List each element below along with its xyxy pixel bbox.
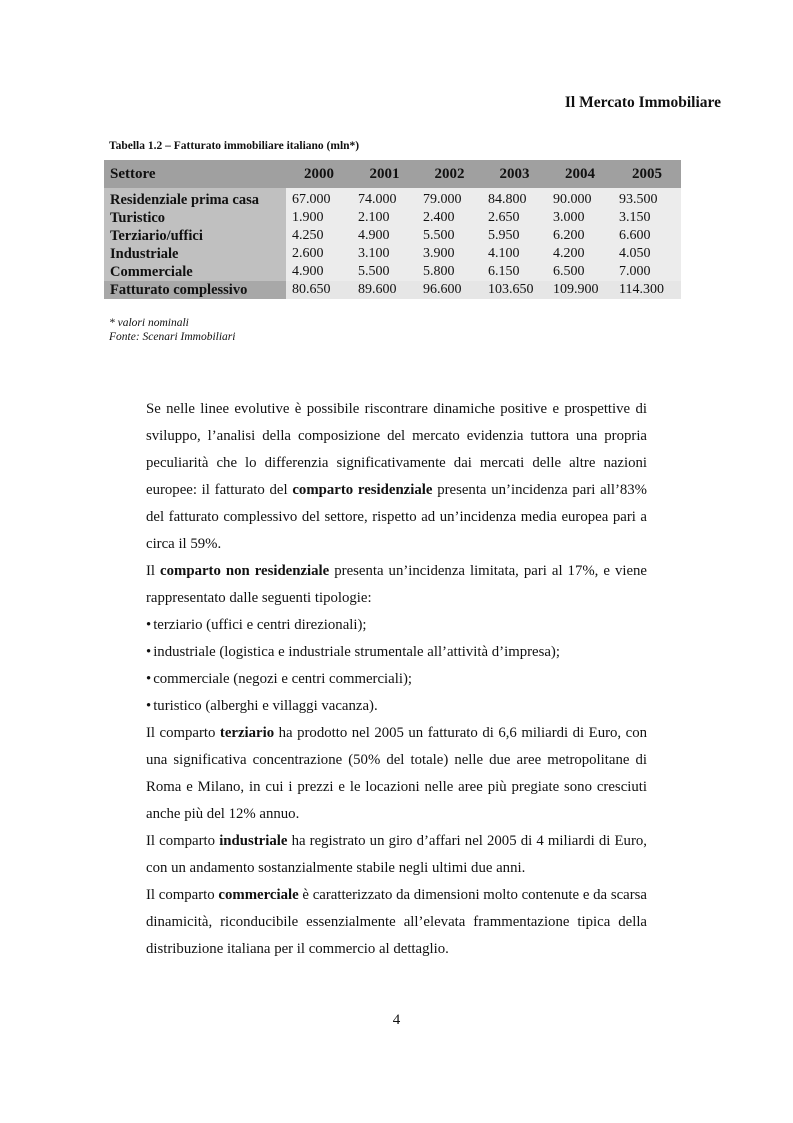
table-row bbox=[104, 263, 681, 281]
text-run: Il comparto bbox=[146, 887, 219, 903]
table-cell: 5.500 bbox=[417, 227, 482, 245]
table-cell: 2.400 bbox=[417, 209, 482, 227]
table-cell: 3.150 bbox=[613, 209, 681, 227]
table-source: Fonte: Scenari Immobiliari bbox=[109, 331, 236, 343]
text-run: Se nelle linee evolutive è possibile riscontrare dinamiche positive e prospettive di sviluppo, l’analisi della composizione del mercato evidenzia tuttora una propria peculiarità che lo differenzia significativamente dai mercati delle altre nazioni europee: il fatturato del bbox=[146, 401, 647, 498]
paragraph bbox=[146, 882, 647, 963]
table-cell: 3.000 bbox=[547, 209, 613, 227]
table-cell: 2.100 bbox=[352, 209, 417, 227]
table-cell: 79.000 bbox=[417, 188, 482, 209]
body-text bbox=[146, 396, 647, 963]
paragraph bbox=[146, 558, 647, 612]
table-cell: 74.000 bbox=[352, 188, 417, 209]
table-cell: 114.300 bbox=[613, 281, 681, 299]
table-cell: 5.500 bbox=[352, 263, 417, 281]
text-run: presenta un’incidenza limitata, pari al 17%, e viene rappresentato dalle seguenti tipologie: bbox=[146, 563, 647, 606]
column-header-2002: 2002 bbox=[417, 160, 482, 188]
text-run: è caratterizzato da dimensioni molto contenute e da scarsa dinamicità, riconducibile essenzialmente all’elevata frammentazione tipica della distribuzione italiana per il commercio al dettaglio. bbox=[146, 887, 647, 957]
column-header-2005: 2005 bbox=[613, 160, 681, 188]
table-cell: 5.800 bbox=[417, 263, 482, 281]
table-cell: 4.900 bbox=[286, 263, 352, 281]
table-cell: 109.900 bbox=[547, 281, 613, 299]
table-cell: 6.500 bbox=[547, 263, 613, 281]
table-notes bbox=[109, 316, 235, 344]
column-header-2001: 2001 bbox=[352, 160, 417, 188]
table-cell: 96.600 bbox=[417, 281, 482, 299]
row-label: Fatturato complessivo bbox=[104, 281, 286, 299]
table-cell: 6.200 bbox=[547, 227, 613, 245]
bold-term: comparto non residenziale bbox=[160, 563, 330, 579]
table-cell: 93.500 bbox=[613, 188, 681, 209]
table-cell: 4.250 bbox=[286, 227, 352, 245]
table-cell: 2.600 bbox=[286, 245, 352, 263]
table-cell: 1.900 bbox=[286, 209, 352, 227]
table-cell: 90.000 bbox=[547, 188, 613, 209]
bullet-item: • commerciale (negozi e centri commerciali); bbox=[146, 666, 647, 693]
row-label: Industriale bbox=[104, 245, 286, 263]
table-row bbox=[104, 227, 681, 245]
table-cell: 4.100 bbox=[482, 245, 547, 263]
text-run: ha prodotto nel 2005 un fatturato di 6,6 miliardi di Euro, con una significativa concentrazione (50% del totale) nelle due aree metropolitane di Roma e Milano, in cui i prezzi e le locazioni nelle aree più pregiate sono cresciuti anche più del 12% annuo. bbox=[146, 725, 647, 822]
text-run: Il bbox=[146, 563, 161, 579]
table-cell: 84.800 bbox=[482, 188, 547, 209]
row-label: Residenziale prima casa bbox=[104, 188, 286, 209]
table-caption: Tabella 1.2 – Fatturato immobiliare italiano (mln*) bbox=[109, 140, 360, 152]
paragraph bbox=[146, 720, 647, 828]
table-cell: 7.000 bbox=[613, 263, 681, 281]
text-run: Il comparto bbox=[146, 833, 220, 849]
table-cell: 6.150 bbox=[482, 263, 547, 281]
column-header-settore: Settore bbox=[104, 160, 286, 188]
table-cell: 6.600 bbox=[613, 227, 681, 245]
table-header-row bbox=[104, 160, 681, 188]
bullet-item: • industriale (logistica e industriale strumentale all’attività d’impresa); bbox=[146, 639, 647, 666]
table-cell: 4.050 bbox=[613, 245, 681, 263]
table-cell: 80.650 bbox=[286, 281, 352, 299]
column-header-2004: 2004 bbox=[547, 160, 613, 188]
bullet-item: • terziario (uffici e centri direzionali); bbox=[146, 612, 647, 639]
running-header-title: Il Mercato Immobiliare bbox=[564, 94, 721, 111]
row-label: Commerciale bbox=[104, 263, 286, 281]
text-run: ha registrato un giro d’affari nel 2005 di 4 miliardi di Euro, con un andamento sostanzialmente stabile negli ultimi due anni. bbox=[146, 833, 647, 876]
revenue-table bbox=[104, 160, 681, 299]
table-row bbox=[104, 188, 681, 209]
table-footnote: * valori nominali bbox=[109, 317, 189, 329]
table-cell: 67.000 bbox=[286, 188, 352, 209]
page-number: 4 bbox=[392, 1012, 401, 1028]
text-run: presenta un’incidenza pari all’83% del fatturato complessivo del settore, rispetto ad un’incidenza media europea pari a circa il 59%. bbox=[146, 482, 647, 552]
bold-term: terziario bbox=[219, 725, 275, 741]
paragraph bbox=[146, 396, 647, 558]
text-run: Il comparto bbox=[146, 725, 220, 741]
table-row-total bbox=[104, 281, 681, 299]
table-cell: 4.900 bbox=[352, 227, 417, 245]
table-cell: 103.650 bbox=[482, 281, 547, 299]
table-cell: 2.650 bbox=[482, 209, 547, 227]
table-cell: 3.100 bbox=[352, 245, 417, 263]
row-label: Terziario/uffici bbox=[104, 227, 286, 245]
bullet-item: • turistico (alberghi e villaggi vacanza). bbox=[146, 693, 647, 720]
table-cell: 3.900 bbox=[417, 245, 482, 263]
bold-term: industriale bbox=[219, 833, 288, 849]
bold-term: commerciale bbox=[218, 887, 299, 903]
table-cell: 5.950 bbox=[482, 227, 547, 245]
table-cell: 4.200 bbox=[547, 245, 613, 263]
column-header-2000: 2000 bbox=[286, 160, 352, 188]
column-header-2003: 2003 bbox=[482, 160, 547, 188]
table-row bbox=[104, 245, 681, 263]
table-row bbox=[104, 209, 681, 227]
bold-term: comparto residenziale bbox=[292, 482, 433, 498]
row-label: Turistico bbox=[104, 209, 286, 227]
paragraph bbox=[146, 828, 647, 882]
table-cell: 89.600 bbox=[352, 281, 417, 299]
